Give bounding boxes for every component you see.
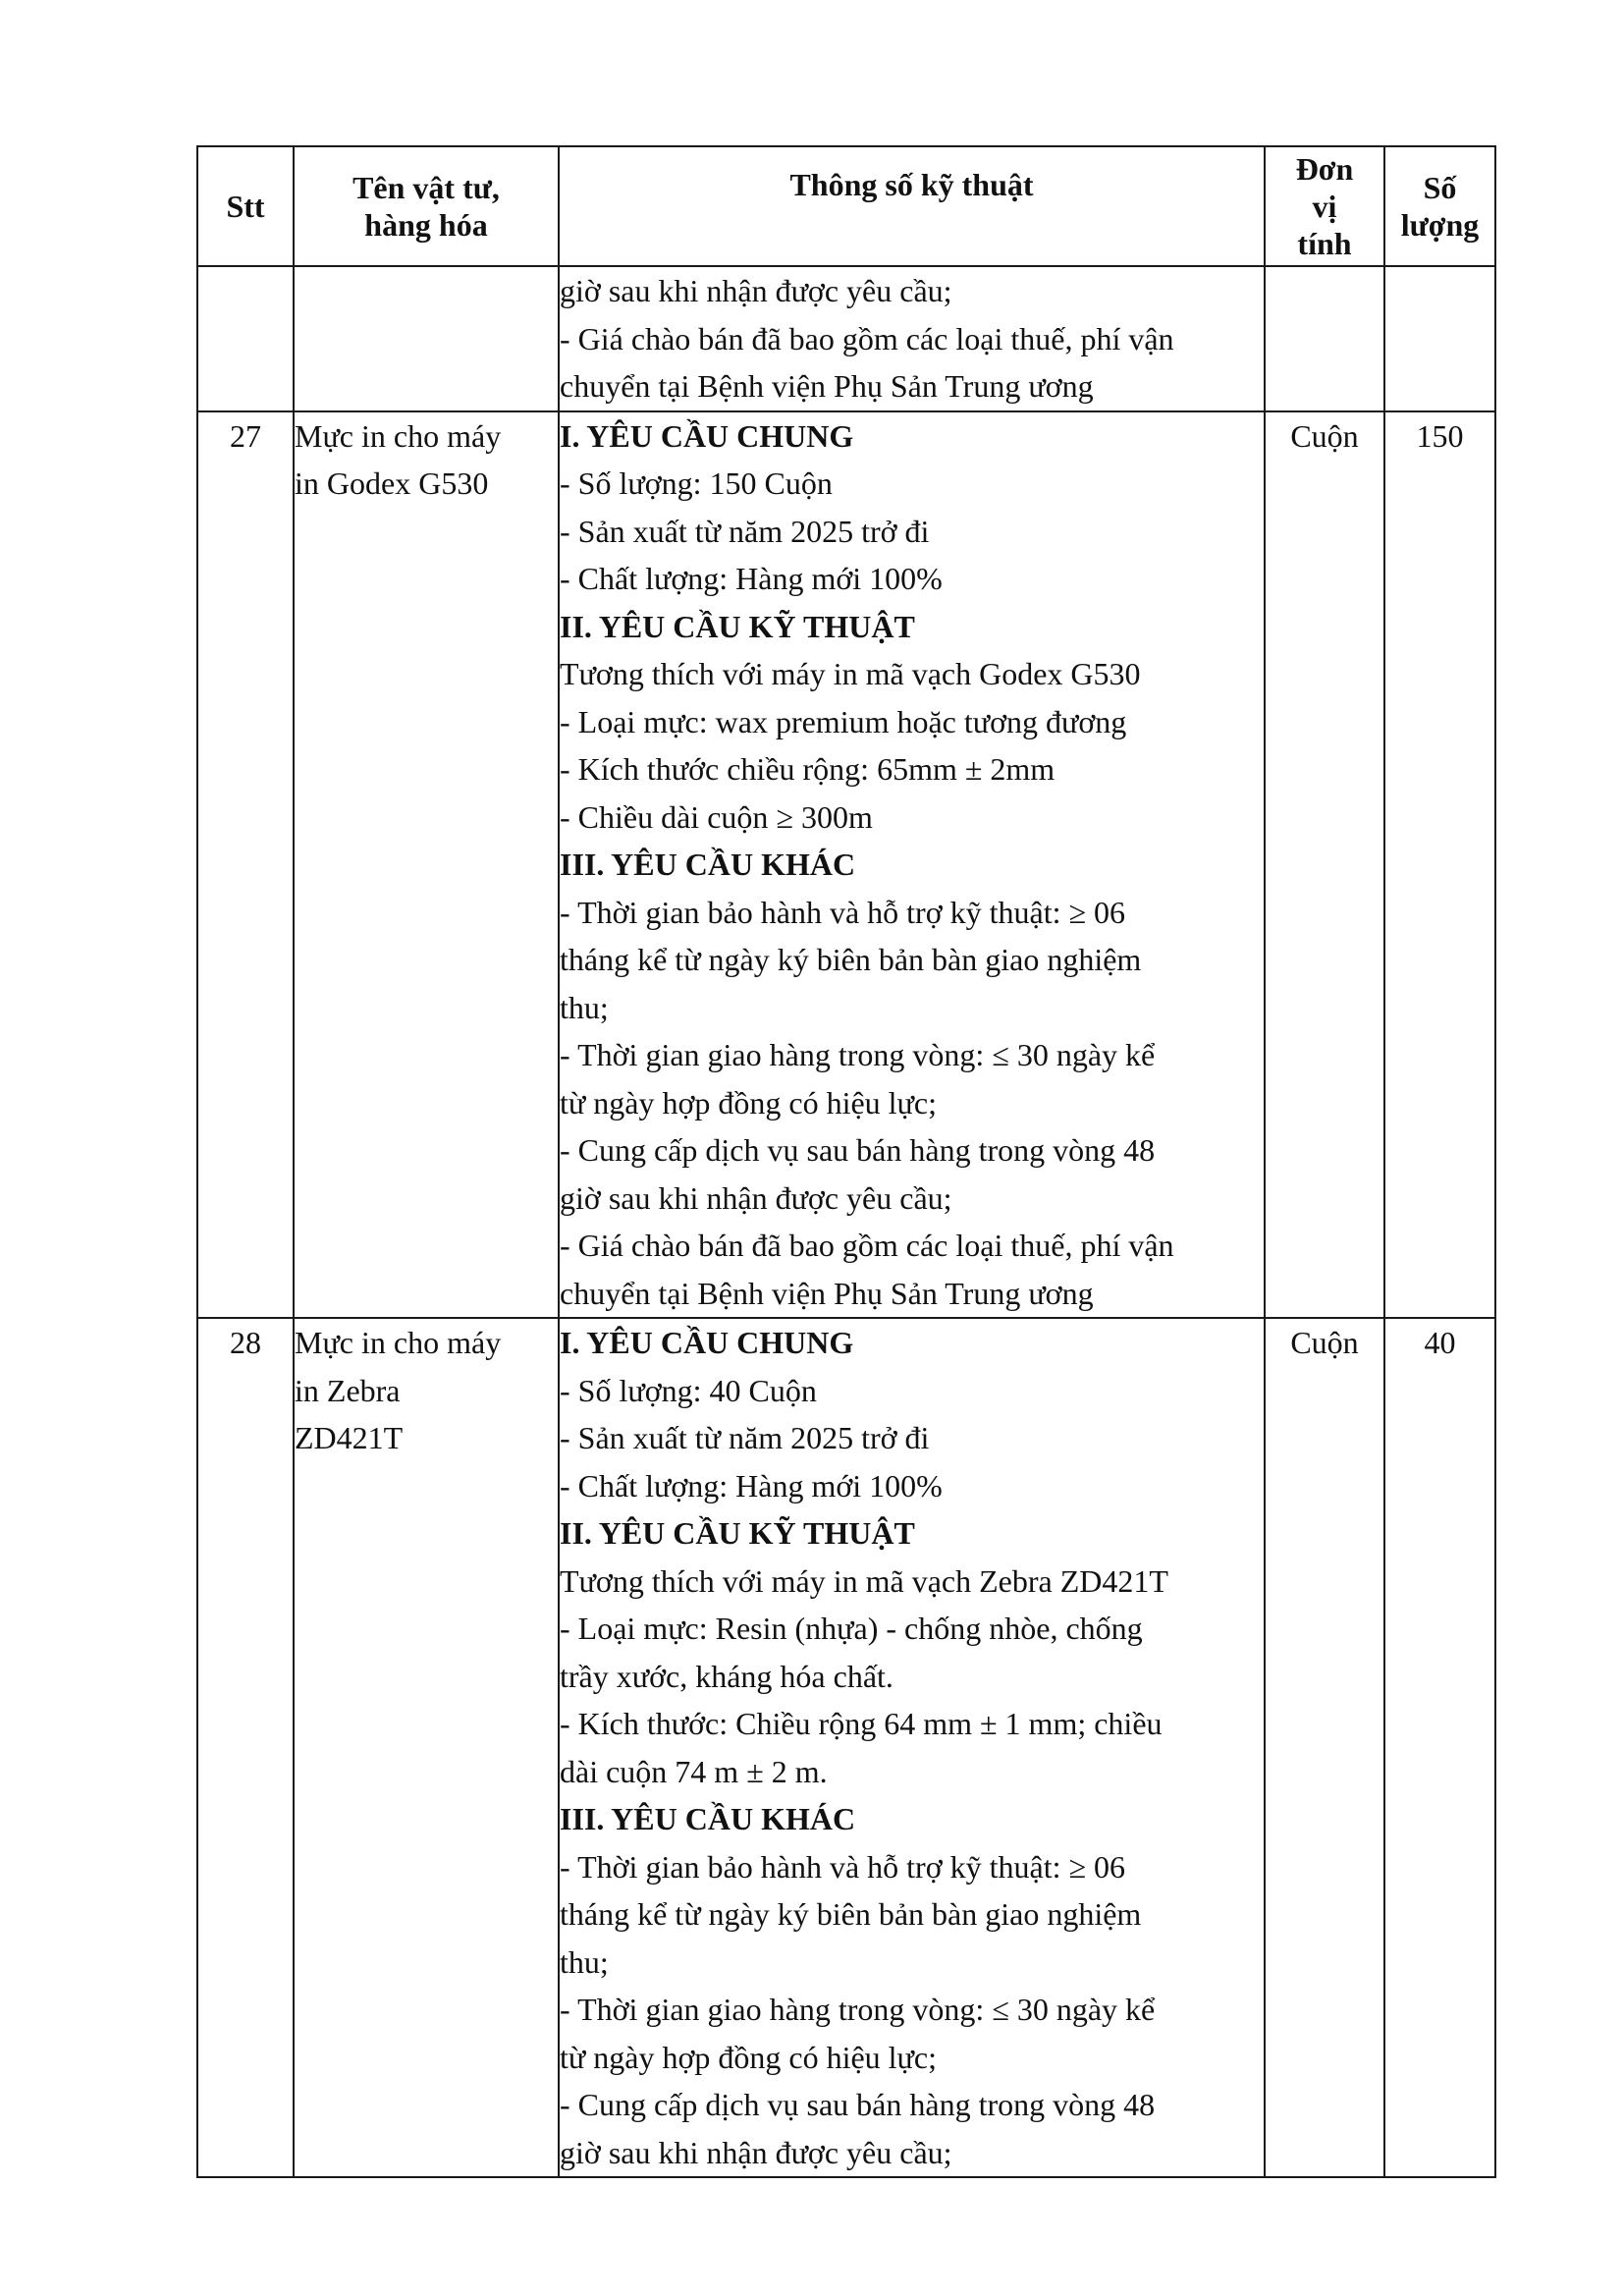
spec-line: từ ngày hợp đồng có hiệu lực; <box>560 2039 937 2075</box>
item-name-line: Mực in cho máy <box>295 1325 502 1360</box>
spec-line: dài cuộn 74 m ± 2 m. <box>560 1753 828 1789</box>
spec-line: - Sản xuất từ năm 2025 trở đi <box>560 1420 930 1455</box>
header-unit-line: Đơn <box>1295 151 1354 187</box>
spec-line: giờ sau khi nhận được yêu cầu; <box>560 273 952 308</box>
spec-line: - Chiều dài cuộn ≥ 300m <box>560 798 873 835</box>
row-stt: 27 <box>197 411 294 1319</box>
spec-line: Tương thích với máy in mã vạch Zebra ZD421T <box>560 1562 1168 1599</box>
spec-line: thu; <box>560 1943 609 1980</box>
header-spec-label: Thông số kỹ thuật <box>789 167 1034 202</box>
spec-line: - Chất lượng: Hàng mới 100% <box>560 1467 943 1503</box>
row-unit: Cuộn <box>1265 1318 1384 2177</box>
spec-line: - Sản xuất từ năm 2025 trở đi <box>560 513 930 549</box>
spec-line: Tương thích với máy in mã vạch Godex G530 <box>560 656 1141 691</box>
header-qty-line: lượng <box>1400 207 1480 243</box>
spec-line: - Số lượng: 150 Cuộn <box>560 465 833 501</box>
item-name-line: Mực in cho máy <box>295 417 502 454</box>
spec-section-heading: III. YÊU CẦU KHÁC <box>560 1801 856 1836</box>
header-unit-line: vị <box>1312 189 1337 224</box>
spec-section-heading: I. YÊU CẦU CHUNG <box>560 1325 854 1360</box>
row-quantity: 150 <box>1384 411 1495 1319</box>
spec-line: trầy xước, kháng hóa chất. <box>560 1658 893 1694</box>
continuation-unit <box>1265 266 1384 411</box>
spec-line: tháng kể từ ngày ký biên bản bàn giao nghiệm <box>560 1896 1142 1932</box>
spec-line: - Cung cấp dịch vụ sau bán hàng trong vòng 48 <box>560 2087 1156 2122</box>
spec-line: - Giá chào bán đã bao gồm các loại thuế, phí vận <box>560 320 1174 356</box>
spec-line: chuyển tại Bệnh viện Phụ Sản Trung ương <box>560 1275 1094 1311</box>
row-unit: Cuộn <box>1265 411 1384 1319</box>
spec-line: giờ sau khi nhận được yêu cầu; <box>560 1179 952 1216</box>
row-spec <box>559 411 1265 1319</box>
item-name-line: in Godex G530 <box>295 465 489 501</box>
header-qty <box>1384 146 1495 266</box>
spec-section-heading: II. YÊU CẦU KỸ THUẬT <box>560 1515 915 1551</box>
spec-line: - Loại mực: wax premium hoặc tương đương <box>560 703 1127 739</box>
header-spec <box>559 146 1265 266</box>
table-header-row <box>197 146 1495 266</box>
spec-section-heading: III. YÊU CẦU KHÁC <box>560 847 856 882</box>
spec-line: giờ sau khi nhận được yêu cầu; <box>560 2134 952 2170</box>
header-unit-line: tính <box>1297 226 1352 261</box>
continuation-qty <box>1384 266 1495 411</box>
table-row-28 <box>197 1318 1495 2177</box>
spec-line: chuyển tại Bệnh viện Phụ Sản Trung ương <box>560 368 1094 404</box>
spec-line: tháng kể từ ngày ký biên bản bàn giao nghiệm <box>560 942 1142 977</box>
spec-line: - Chất lượng: Hàng mới 100% <box>560 561 943 596</box>
header-name <box>294 146 559 266</box>
row-stt: 28 <box>197 1318 294 2177</box>
header-unit <box>1265 146 1384 266</box>
table-row-27 <box>197 411 1495 1319</box>
spec-section-heading: I. YÊU CẦU CHUNG <box>560 417 854 454</box>
spec-line: - Số lượng: 40 Cuộn <box>560 1372 817 1408</box>
spec-line: thu; <box>560 989 609 1025</box>
continuation-name <box>294 266 559 411</box>
row-quantity: 40 <box>1384 1318 1495 2177</box>
continuation-stt <box>197 266 294 411</box>
row-item-name <box>294 1318 559 2177</box>
spec-line: - Thời gian giao hàng trong vòng: ≤ 30 ngày kể <box>560 1992 1156 2027</box>
spec-line: - Cung cấp dịch vụ sau bán hàng trong vòng 48 <box>560 1132 1156 1168</box>
continuation-spec <box>559 266 1265 411</box>
header-name-line: hàng hóa <box>364 207 488 243</box>
spec-section-heading: II. YÊU CẦU KỸ THUẬT <box>560 608 915 644</box>
row-item-name <box>294 411 559 1319</box>
spec-line: - Kích thước: Chiều rộng 64 mm ± 1 mm; chiều <box>560 1706 1163 1741</box>
spec-line: - Thời gian giao hàng trong vòng: ≤ 30 ngày kể <box>560 1037 1156 1072</box>
spec-line: - Loại mực: Resin (nhựa) - chống nhòe, chống <box>560 1611 1143 1646</box>
header-stt: Stt <box>197 146 294 266</box>
spec-line: - Kích thước chiều rộng: 65mm ± 2mm <box>560 751 1056 787</box>
spec-line: từ ngày hợp đồng có hiệu lực; <box>560 1084 937 1121</box>
row-spec <box>559 1318 1265 2177</box>
item-name-line: in Zebra <box>295 1372 401 1408</box>
specification-table <box>196 145 1496 2178</box>
header-qty-line: Số <box>1423 170 1457 205</box>
continuation-row <box>197 266 1495 411</box>
header-name-line: Tên vật tư, <box>352 170 500 205</box>
spec-line: - Thời gian bảo hành và hỗ trợ kỹ thuật: ≥ 06 <box>560 1848 1126 1885</box>
spec-line: - Thời gian bảo hành và hỗ trợ kỹ thuật: ≥ 06 <box>560 894 1126 930</box>
spec-line: - Giá chào bán đã bao gồm các loại thuế, phí vận <box>560 1228 1174 1263</box>
item-name-line: ZD421T <box>295 1420 404 1455</box>
